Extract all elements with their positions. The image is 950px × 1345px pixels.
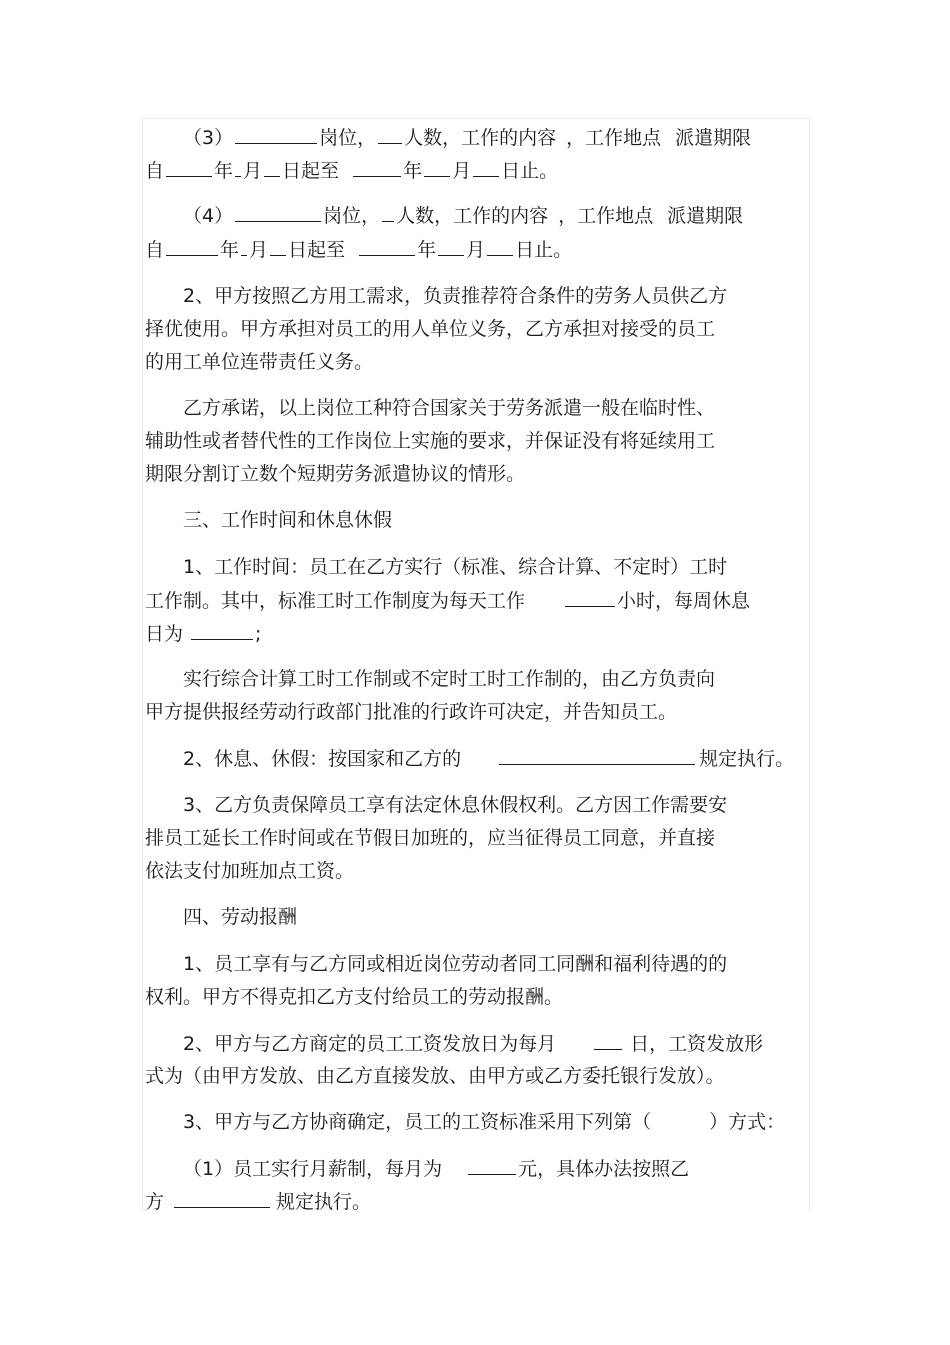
blank-method	[174, 1189, 270, 1208]
item-4-line2	[145, 237, 572, 261]
text: 日起至	[288, 239, 346, 261]
s3p3-line2: 排员工延长工作时间或在节假日加班的，应当征得员工同意，并直接	[145, 827, 716, 849]
text: 日起至	[282, 160, 340, 182]
s3p2-line	[183, 746, 794, 770]
promise-line3: 期限分割订立数个短期劳务派遣协议的情形。	[145, 463, 526, 485]
s3p1b-line1: 实行综合计算工时工作制或不定时工时工作制的，由乙方负责向	[183, 668, 716, 690]
blank-position	[235, 203, 321, 222]
text: 年	[214, 160, 234, 182]
text: 人数，工作的内容	[396, 205, 549, 227]
blank-position	[235, 125, 317, 144]
blank-count	[382, 203, 394, 222]
text: 2、甲方与乙方商定的员工工资发放日为每月	[183, 1033, 557, 1055]
item-3-line2	[145, 158, 558, 182]
s4p2-line1	[183, 1031, 763, 1055]
s4p3-line	[183, 1110, 785, 1134]
blank-month	[235, 158, 241, 177]
s4p1-line1: 1、员工享有与乙方同或相近岗位劳动者同工同酬和福利待遇的的	[183, 953, 728, 975]
text: 年	[417, 239, 437, 261]
text: 月	[466, 239, 486, 261]
text: 方	[145, 1191, 165, 1213]
text: 日，工资发放形	[630, 1033, 764, 1055]
item-label: （3）	[183, 127, 234, 149]
s3p1b-line2: 甲方提供报经劳动行政部门批准的行政许可决定，并告知员工。	[145, 701, 678, 723]
text: 派遣期限	[675, 127, 752, 149]
text: 3、甲方与乙方协商确定，员工的工资标准采用下列第（	[183, 1111, 652, 1133]
blank-year	[166, 158, 212, 177]
blank-rest-day	[191, 621, 253, 640]
blank-year	[359, 237, 415, 256]
blank-month	[424, 158, 450, 177]
blank-hours	[565, 588, 615, 607]
blank-pay-day	[594, 1031, 622, 1050]
promise-line2: 辅助性或者替代性的工作岗位上实施的要求，并保证没有将延续用工	[145, 430, 716, 452]
text: 年	[220, 239, 240, 261]
s3p1-line1: 1、工作时间：员工在乙方实行（标准、综合计算、不定时）工时	[183, 556, 728, 578]
text: 月	[452, 160, 472, 182]
blank-count	[378, 125, 402, 144]
para2-line3: 的用工单位连带责任义务。	[145, 351, 374, 373]
blank-day	[264, 158, 280, 177]
text: 月	[249, 239, 269, 261]
text: 日止。	[501, 160, 559, 182]
blank-day	[473, 158, 499, 177]
text: ，工作地点	[558, 205, 654, 227]
text: 月	[243, 160, 263, 182]
blank-monthly-salary	[468, 1156, 516, 1175]
section4-heading: 四、劳动报酬	[183, 906, 298, 928]
blank-regulation	[499, 746, 695, 765]
text: （1）员工实行月薪制，每月为	[183, 1158, 443, 1180]
text: 规定执行。	[699, 748, 795, 770]
s3p1-line3	[145, 621, 261, 645]
text: 自	[145, 160, 165, 182]
text: 日止。	[515, 239, 573, 261]
item-3-line1	[183, 125, 751, 149]
s3p3-line1: 3、乙方负责保障员工享有法定休息休假权利。乙方因工作需要安	[183, 794, 728, 816]
para2-line2: 择优使用。甲方承担对员工的用人单位义务，乙方承担对接受的员工	[145, 318, 716, 340]
text: 年	[403, 160, 423, 182]
item-label: （4）	[183, 205, 234, 227]
text: 人数，工作的内容	[404, 127, 557, 149]
text: 岗位，	[323, 205, 381, 227]
blank-day	[270, 237, 286, 256]
para2-line1: 2、甲方按照乙方用工需求，负责推荐符合条件的劳务人员供乙方	[183, 285, 728, 307]
blank-month	[438, 237, 464, 256]
text: 岗位，	[319, 127, 377, 149]
text: 2、休息、休假：按国家和乙方的	[183, 748, 462, 770]
text: 元，具体办法按照乙	[518, 1158, 690, 1180]
text: 规定执行。	[276, 1191, 372, 1213]
s3p1-line2	[145, 588, 750, 612]
blank-year	[166, 237, 218, 256]
text: 日为	[145, 623, 184, 645]
s4p3-1-line2	[145, 1189, 371, 1213]
s3p3-line3: 依法支付加班加点工资。	[145, 860, 355, 882]
s4p1-line2: 权利。甲方不得克扣乙方支付给员工的劳动报酬。	[145, 986, 564, 1008]
section3-heading: 三、工作时间和休息休假	[183, 509, 393, 531]
blank-year	[353, 158, 401, 177]
s4p2-line2: 式为（由甲方发放、由乙方直接发放、由甲方或乙方委托银行发放）。	[145, 1065, 725, 1087]
text: ）方式：	[709, 1111, 786, 1133]
text: 自	[145, 239, 165, 261]
text: ;	[255, 623, 262, 645]
s4p3-1-line1	[183, 1156, 689, 1180]
text: 工作制。其中，标准工时工作制度为每天工作	[145, 590, 526, 612]
text: 小时，每周休息	[617, 590, 751, 612]
item-4-line1	[183, 203, 743, 227]
text: ，工作地点	[566, 127, 662, 149]
text: 派遣期限	[667, 205, 744, 227]
blank-day	[487, 237, 513, 256]
promise-line1: 乙方承诺，以上岗位工种符合国家关于劳务派遣一般在临时性、	[183, 397, 716, 419]
blank-month	[241, 237, 247, 256]
